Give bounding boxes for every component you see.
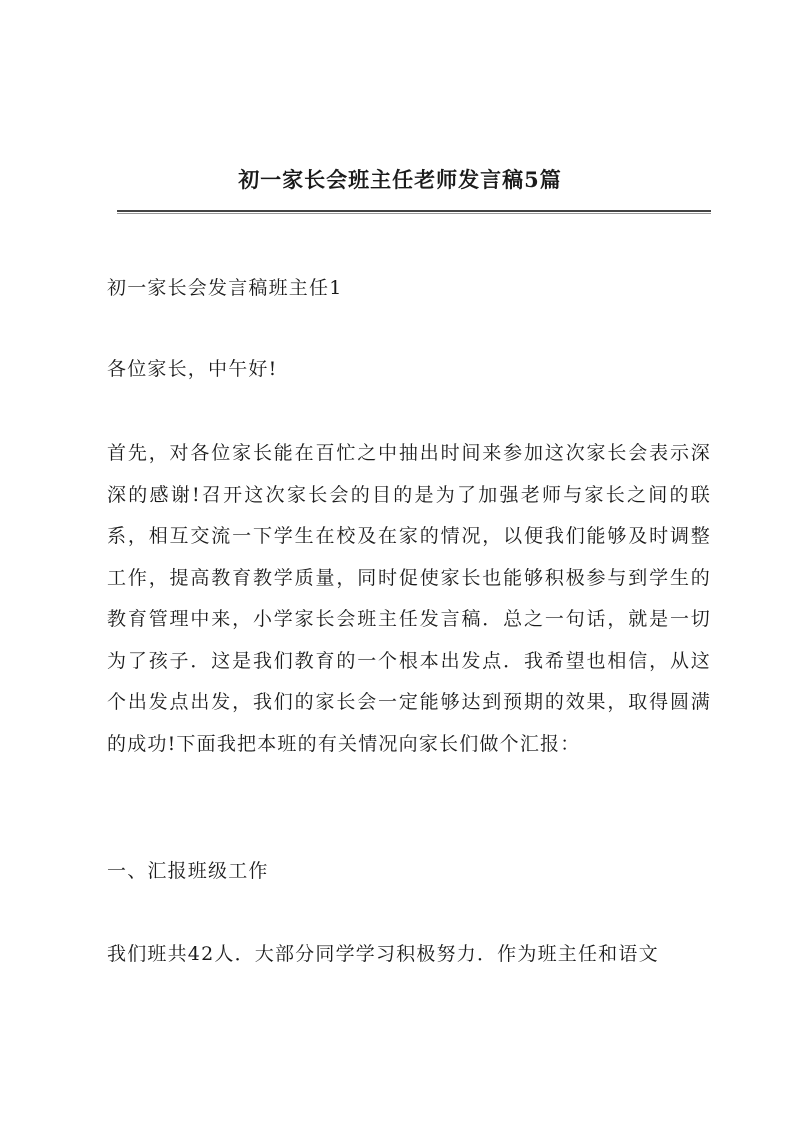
title-divider (117, 210, 711, 214)
body-paragraph-continued: 我们班共42人．大部分同学学习积极努力．作为班主任和语文 (107, 943, 659, 965)
section-heading: 一、汇报班级工作 (107, 860, 269, 882)
speech-subtitle: 初一家长会发言稿班主任1 (107, 277, 343, 299)
document-title: 初一家长会班主任老师发言稿5篇 (238, 167, 562, 192)
greeting-paragraph: 各位家长，中午好! (107, 358, 278, 380)
body-paragraph: 首先，对各位家长能在百忙之中抽出时间来参加这次家长会表示深深的感谢!召开这次家长会的目的是为了加强老师与家长之间的联系，相互交流一下学生在校及在家的情况，以便我们能够及时调整工作，提高教育教学质量，同时促使家长也能够积极参与到学生的教育管理中来，小学家长会班主任发言稿．总之一句话，就是一切为了孩子．这是我们教育的一个根本出发点．我希望也相信，从这个出发点出发，我们的家长会一定能够达到预期的效果，取得圆满的成功!下面我把本班的有关情况向家长们做个汇报： (107, 442, 711, 755)
